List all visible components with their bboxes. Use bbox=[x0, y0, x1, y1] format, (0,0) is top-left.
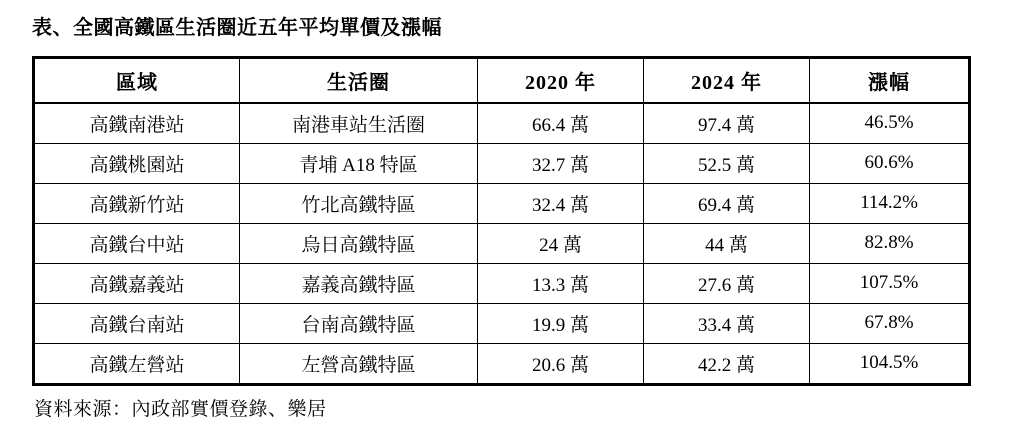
cell-growth: 107.5% bbox=[810, 264, 970, 304]
cell-growth: 67.8% bbox=[810, 304, 970, 344]
cell-2024: 69.4 萬 bbox=[644, 184, 810, 224]
price-growth-table bbox=[32, 56, 971, 386]
table-row bbox=[34, 344, 970, 385]
cell-2024: 33.4 萬 bbox=[644, 304, 810, 344]
column-header-region: 區域 bbox=[34, 58, 240, 104]
table-header bbox=[34, 58, 970, 104]
cell-zone: 嘉義高鐵特區 bbox=[240, 264, 478, 304]
table-header-row bbox=[34, 58, 970, 104]
column-header-zone: 生活圈 bbox=[240, 58, 478, 104]
page-title: 表、全國高鐵區生活圈近五年平均單價及漲幅 bbox=[32, 17, 442, 39]
cell-growth: 114.2% bbox=[810, 184, 970, 224]
cell-region: 高鐵新竹站 bbox=[34, 184, 240, 224]
cell-growth: 104.5% bbox=[810, 344, 970, 385]
cell-2024: 44 萬 bbox=[644, 224, 810, 264]
column-header-2020: 2020 年 bbox=[478, 58, 644, 104]
cell-2024: 42.2 萬 bbox=[644, 344, 810, 385]
cell-region: 高鐵桃園站 bbox=[34, 144, 240, 184]
table-row bbox=[34, 264, 970, 304]
cell-zone: 青埔 A18 特區 bbox=[240, 144, 478, 184]
cell-zone: 南港車站生活圈 bbox=[240, 103, 478, 144]
cell-zone: 烏日高鐵特區 bbox=[240, 224, 478, 264]
cell-region: 高鐵台南站 bbox=[34, 304, 240, 344]
cell-2024: 97.4 萬 bbox=[644, 103, 810, 144]
table-body bbox=[34, 103, 970, 385]
cell-region: 高鐵左營站 bbox=[34, 344, 240, 385]
table-row bbox=[34, 184, 970, 224]
cell-growth: 46.5% bbox=[810, 103, 970, 144]
cell-region: 高鐵嘉義站 bbox=[34, 264, 240, 304]
cell-region: 高鐵南港站 bbox=[34, 103, 240, 144]
table-row bbox=[34, 144, 970, 184]
cell-2020: 32.4 萬 bbox=[478, 184, 644, 224]
cell-2020: 19.9 萬 bbox=[478, 304, 644, 344]
column-header-2024: 2024 年 bbox=[644, 58, 810, 104]
cell-growth: 82.8% bbox=[810, 224, 970, 264]
source-note: 資料來源：內政部實價登錄、樂居 bbox=[34, 399, 327, 420]
cell-2020: 66.4 萬 bbox=[478, 103, 644, 144]
cell-2020: 32.7 萬 bbox=[478, 144, 644, 184]
cell-region: 高鐵台中站 bbox=[34, 224, 240, 264]
cell-2020: 20.6 萬 bbox=[478, 344, 644, 385]
cell-zone: 左營高鐵特區 bbox=[240, 344, 478, 385]
cell-2020: 24 萬 bbox=[478, 224, 644, 264]
cell-2020: 13.3 萬 bbox=[478, 264, 644, 304]
table-row bbox=[34, 103, 970, 144]
cell-zone: 竹北高鐵特區 bbox=[240, 184, 478, 224]
table-row bbox=[34, 304, 970, 344]
column-header-growth: 漲幅 bbox=[810, 58, 970, 104]
cell-zone: 台南高鐵特區 bbox=[240, 304, 478, 344]
cell-2024: 27.6 萬 bbox=[644, 264, 810, 304]
cell-growth: 60.6% bbox=[810, 144, 970, 184]
table-row bbox=[34, 224, 970, 264]
cell-2024: 52.5 萬 bbox=[644, 144, 810, 184]
